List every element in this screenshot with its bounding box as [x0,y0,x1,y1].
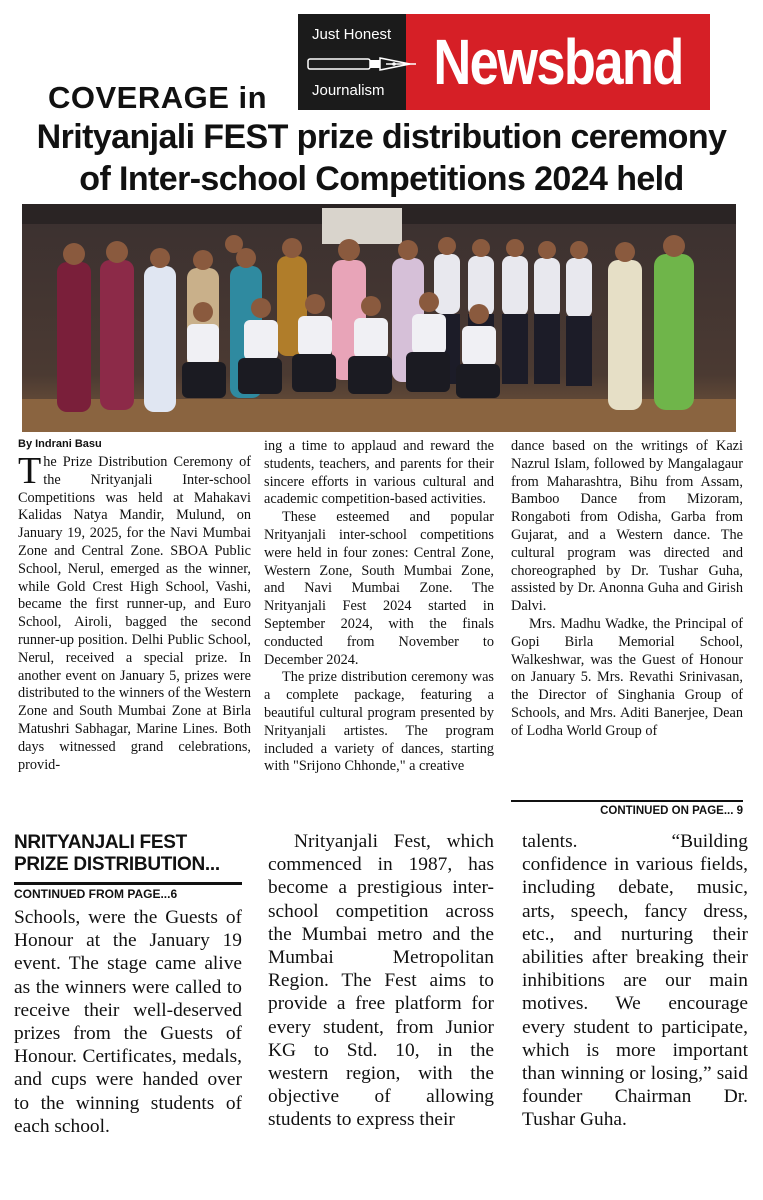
logo-brand-panel [406,14,710,110]
fountain-pen-icon [306,52,422,76]
article-paragraph: The prize distribution ceremony was a complete package, featuring a beautiful cultural program presented by Nrityanjali artistes. The program included a variety of dances, starting with "Srijono Chhonde," a creative [264,669,494,775]
article-paragraph: ing a time to applaud and reward the students, teachers, and parents for their sincere efforts in various cultural and academic competition-based activities. [264,438,494,508]
continuation-paragraph: talents. “Building confidence in various fields, including debate, music, arts, speech, fancy dress, etc., and nurturing their abilities after breaking their inhibitions are our main motives. We encourage every student to participate, which is more important than winning or losing,” said founder Chairman Dr. Tushar Guha. [522,831,748,1131]
article-paragraph-text: he Prize Distribution Ceremony of the Nrityanjali Inter-school Competitions was held at Mahakavi Kalidas Natya Mandir, Mulund, on January 19, 2025, for the Navi Mumbai Zone and Central Zone. SBOA Public School, Nerul, emerged as the winner, while Gold Crest High School, Vashi, became the first runner-up, and Euro School, Airoli, bagged the second runner-up position. Delhi Public School, Nerul, received a special prize. In another event on January 5, prizes were distributed to the winners of the Western Zone and South Mumbai Zone at Birla Matushri Sabhagar, Marine Lines. Both days witnessed grand celebrations, provid- [18,454,251,773]
article-paragraph [18,450,251,774]
continuation-column-2 [268,830,494,1132]
logo-brand-name: Newsband [433,26,683,98]
continuation-kicker: NRITYANJALI FEST PRIZE DISTRIBUTION... [14,832,220,875]
group-photo [22,204,736,432]
logo-tagline-top: Just Honest [312,26,392,43]
byline: By Indrani Basu [18,438,102,450]
article-paragraph: Mrs. Madhu Wadke, the Principal of Gopi Birla Memorial School, Walkeshwar, was the Guest of Honour on January 5. Mrs. Revathi Srinivasan, the Director of Singhania Group of Schools, and Mrs. Aditi Banerjee, Dean of Lodha World Group of [511,615,743,739]
kicker-divider [14,882,242,885]
drop-cap: T [18,450,42,492]
continued-from-page: CONTINUED FROM PAGE...6 [14,887,178,901]
article-column-3 [511,438,743,741]
continuation-column-3 [522,830,748,1132]
article-paragraph: dance based on the writings of Kazi Nazrul Islam, followed by Mangalagaur from Maharashtra, Bihu from Assam, Bamboo Dance from Mizoram, Rongaboti from Odisha, Garba from Gujarat, and a Western dance. The cultural program was directed and choreographed by Dr. Tushar Guha, assisted by Dr. Anonna Guha and Girish Dalvi. [511,438,743,615]
article-column-2 [264,438,494,776]
newsband-logo [298,14,710,110]
logo-tagline-panel [298,14,406,110]
logo-tagline-bottom: Journalism [312,82,385,99]
coverage-label: COVERAGE in [48,80,268,115]
continued-on-page: CONTINUED ON PAGE... 9 [511,800,743,817]
article-column-1 [18,450,251,774]
article-paragraph: These esteemed and popular Nrityanjali inter-school competitions were held in four zones: Central Zone, Western Zone, South Mumbai Zone, and Navi Mumbai Zone. The Nrityanjali Fest 2024 started in September 2024, with the finals conducted from November to December 2024. [264,509,494,668]
continuation-column-1 [14,906,242,1138]
headline: Nrityanjali FEST prize distribution ceremony of Inter-school Competitions 2024 held [36,118,727,198]
group-photo-image [22,204,736,432]
continuation-paragraph: Schools, were the Guests of Honour at the January 19 event. The stage came alive as the winners were called to receive their well-deserved prizes from the Guests of Honour. Certificates, medals, and cups were handed over to the winning students of each school. [14,907,242,1137]
continuation-paragraph: Nrityanjali Fest, which commenced in 1987, has become a prestigious inter-school competition across the Mumbai metro and the Mumbai Metropolitan Region. The Fest aims to provide a free platform for every student, from Junior KG to Std. 10, in the western region, with the objective of allowing students to express their [268,831,494,1131]
